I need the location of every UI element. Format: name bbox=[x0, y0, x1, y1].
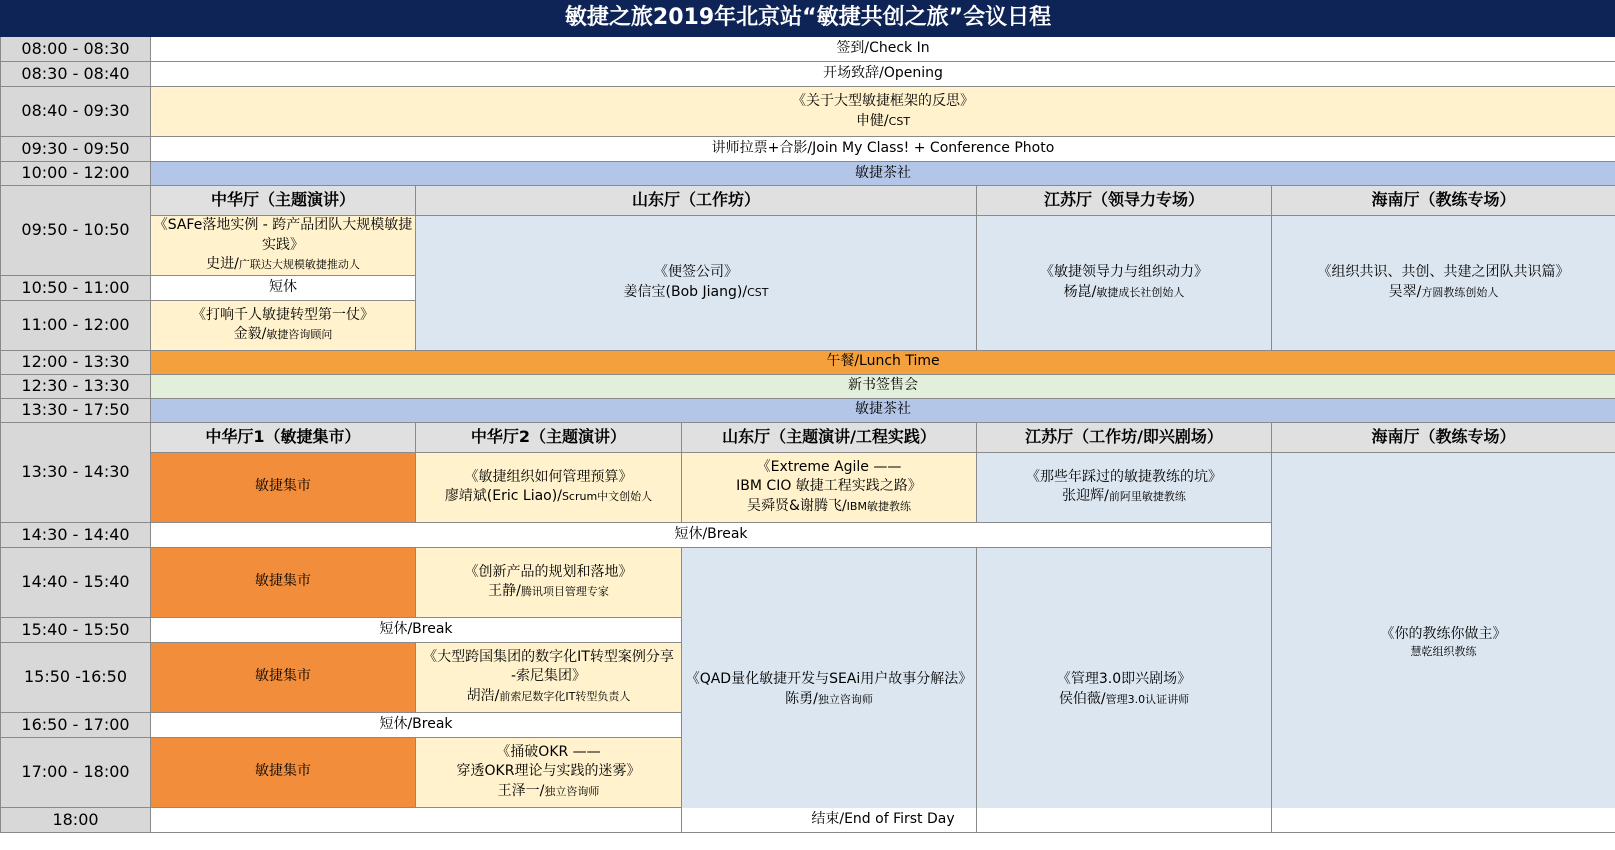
room-header-jiangsu: 江苏厅（工作坊/即兴剧场） bbox=[977, 422, 1272, 452]
session-agile-leadership: 《敏捷领导力与组织动力》 杨崑/敏捷成长社创始人 bbox=[977, 216, 1272, 351]
time-slot: 13:30 - 14:30 bbox=[1, 422, 151, 522]
room-header-hainan: 海南厅（教练专场） bbox=[1272, 186, 1615, 216]
agile-market: 敏捷集市 bbox=[151, 642, 416, 712]
time-slot: 08:30 - 08:40 bbox=[1, 62, 151, 87]
session-team-consensus: 《组织共识、共创、共建之团队共识篇》 吴翠/方圆教练创始人 bbox=[1272, 216, 1615, 351]
room-header-hainan: 海南厅（教练专场） bbox=[1272, 422, 1615, 452]
time-slot: 17:00 - 18:00 bbox=[1, 737, 151, 807]
session-safe: 《SAFe落地实例 - 跨产品团队大规模敏捷实践》 史进/广联达大规模敏捷推动人 bbox=[151, 216, 416, 276]
session-speaker: 申健/CST bbox=[855, 112, 911, 129]
short-break: 短休 bbox=[151, 275, 416, 300]
session-your-coach: 《你的教练你做主》 慧乾组织教练 bbox=[1272, 452, 1615, 832]
session-qad: 《QAD量化敏捷开发与SEAi用户故事分解法》 陈勇/独立咨询师 bbox=[682, 547, 977, 832]
session-okr: 《捅破OKR —— 穿透OKR理论与实践的迷雾》 王泽一/独立咨询师 bbox=[416, 737, 682, 807]
book-signing-session: 新书签售会 bbox=[151, 374, 1615, 398]
time-slot: 10:00 - 12:00 bbox=[1, 162, 151, 186]
checkin-session: 签到/Check In bbox=[151, 37, 1615, 62]
room-header-shandong: 山东厅（主题演讲/工程实践） bbox=[682, 422, 977, 452]
closing-session: 结束/End of First Day bbox=[151, 807, 1615, 832]
time-slot: 12:00 - 13:30 bbox=[1, 350, 151, 374]
time-slot: 11:00 - 12:00 bbox=[1, 300, 151, 350]
time-slot: 14:40 - 15:40 bbox=[1, 547, 151, 617]
short-break: 短休/Break bbox=[151, 712, 682, 737]
photo-session: 讲师拉票+合影/Join My Class! + Conference Photo bbox=[151, 137, 1615, 162]
time-slot: 10:50 - 11:00 bbox=[1, 275, 151, 300]
time-slot: 15:50 -16:50 bbox=[1, 642, 151, 712]
agile-market: 敏捷集市 bbox=[151, 547, 416, 617]
time-slot: 12:30 - 13:30 bbox=[1, 374, 151, 398]
time-slot: 15:40 - 15:50 bbox=[1, 617, 151, 642]
session-budget: 《敏捷组织如何管理预算》 廖靖斌(Eric Liao)/Scrum中文创始人 bbox=[416, 452, 682, 522]
tea-session: 敏捷茶社 bbox=[151, 398, 1615, 422]
agile-market: 敏捷集市 bbox=[151, 452, 416, 522]
room-header-shandong: 山东厅（工作坊） bbox=[416, 186, 977, 216]
session-title: 《关于大型敏捷框架的反思》 bbox=[792, 92, 974, 109]
time-slot: 13:30 - 17:50 bbox=[1, 398, 151, 422]
keynote-session bbox=[151, 87, 1615, 137]
lunch-session: 午餐/Lunch Time bbox=[151, 350, 1615, 374]
time-slot: 14:30 - 14:40 bbox=[1, 522, 151, 547]
short-break: 短休/Break bbox=[151, 522, 1272, 547]
time-slot: 08:40 - 09:30 bbox=[1, 87, 151, 137]
session-extreme-agile: 《Extreme Agile —— IBM CIO 敏捷工程实践之路》 吴舜贤&谢腾飞/IBM敏捷教练 bbox=[682, 452, 977, 522]
room-header-jiangsu: 江苏厅（领导力专场） bbox=[977, 186, 1272, 216]
session-coach-pitfalls: 《那些年踩过的敏捷教练的坑》 张迎辉/前阿里敏捷教练 bbox=[977, 452, 1272, 522]
session-sony: 《大型跨国集团的数字化IT转型案例分享 -索尼集团》 胡浩/前索尼数字化IT转型负责人 bbox=[416, 642, 682, 712]
schedule-title: 敏捷之旅2019年北京站“敏捷共创之旅”会议日程 bbox=[1, 1, 1615, 37]
time-slot: 09:50 - 10:50 bbox=[1, 186, 151, 276]
short-break: 短休/Break bbox=[151, 617, 682, 642]
time-slot: 16:50 - 17:00 bbox=[1, 712, 151, 737]
time-slot: 08:00 - 08:30 bbox=[1, 37, 151, 62]
time-slot: 18:00 bbox=[1, 807, 151, 832]
session-transformation: 《打响千人敏捷转型第一仗》 金毅/敏捷咨询顾问 bbox=[151, 300, 416, 350]
opening-session: 开场致辞/Opening bbox=[151, 62, 1615, 87]
room-header-zhonghua: 中华厅（主题演讲） bbox=[151, 186, 416, 216]
time-slot: 09:30 - 09:50 bbox=[1, 137, 151, 162]
room-header-zhonghua-2: 中华厅2（主题演讲） bbox=[416, 422, 682, 452]
agile-market: 敏捷集市 bbox=[151, 737, 416, 807]
session-sticky-company: 《便签公司》 姜信宝(Bob Jiang)/CST bbox=[416, 216, 977, 351]
room-header-zhonghua-1: 中华厅1（敏捷集市） bbox=[151, 422, 416, 452]
tea-session: 敏捷茶社 bbox=[151, 162, 1615, 186]
session-innovation: 《创新产品的规划和落地》 王静/腾讯项目管理专家 bbox=[416, 547, 682, 617]
session-management-30: 《管理3.0即兴剧场》 侯伯薇/管理3.0认证讲师 bbox=[977, 547, 1272, 832]
